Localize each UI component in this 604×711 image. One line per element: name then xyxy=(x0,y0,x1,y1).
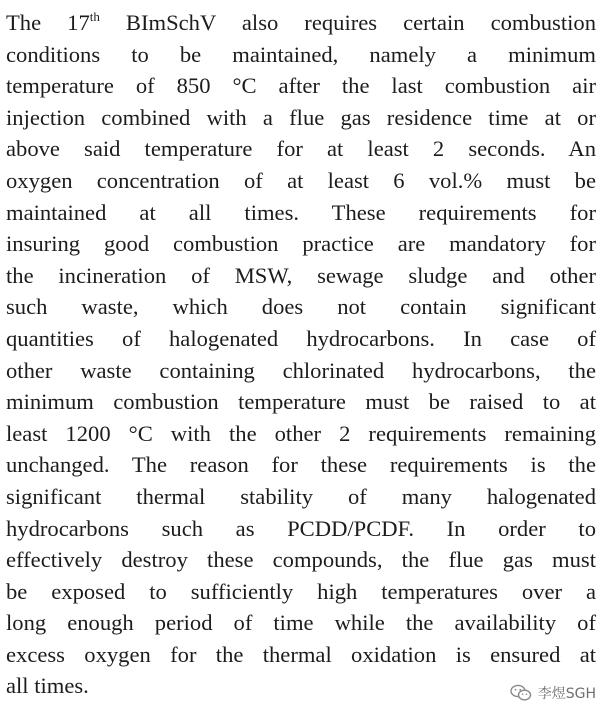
text-line: above said temperature for at least 2 seconds. An xyxy=(6,136,596,162)
text-line: effectively destroy these compounds, the flue gas must xyxy=(6,547,596,573)
text-line: other waste containing chlorinated hydrocarbons, the xyxy=(6,357,596,383)
text-line: be exposed to sufficiently high temperatures over a xyxy=(6,578,596,604)
text-line: temperature of 850 °C after the last combustion air xyxy=(6,73,596,99)
line-text: BImSchV also requires certain combustion xyxy=(99,10,597,35)
text-line: quantities of halogenated hydrocarbons. In case of xyxy=(6,325,596,351)
text-line: minimum combustion temperature must be raised to at xyxy=(6,389,596,415)
superscript: th xyxy=(89,9,100,24)
watermark-text: 李煜SGH xyxy=(537,686,596,702)
text-line: such waste, which does not contain significant xyxy=(6,294,596,320)
text-line: insuring good combustion practice are mandatory for xyxy=(6,231,596,257)
watermark xyxy=(510,683,596,703)
text-line: oxygen concentration of at least 6 vol.% must be xyxy=(6,167,596,193)
text-line: long enough period of time while the availability of xyxy=(6,610,596,636)
text-line: the incineration of MSW, sewage sludge and other xyxy=(6,262,596,288)
text-line: least 1200 °C with the other 2 requirements remaining xyxy=(6,420,596,446)
text-line: significant thermal stability of many halogenated xyxy=(6,483,596,509)
body-paragraph xyxy=(6,7,596,702)
text-line: unchanged. The reason for these requirements is the xyxy=(6,452,596,478)
text-line: maintained at all times. These requirements for xyxy=(6,199,596,225)
text-line: hydrocarbons such as PCDD/PCDF. In order to xyxy=(6,515,596,541)
line-text: The 17 xyxy=(6,10,90,35)
text-line xyxy=(6,7,596,39)
text-line: all times. xyxy=(6,673,89,699)
text-line: excess oxygen for the thermal oxidation is ensured at xyxy=(6,641,596,667)
wechat-icon xyxy=(510,684,532,702)
text-line: conditions to be maintained, namely a minimum xyxy=(6,41,596,67)
text-line: injection combined with a flue gas residence time at or xyxy=(6,104,596,130)
